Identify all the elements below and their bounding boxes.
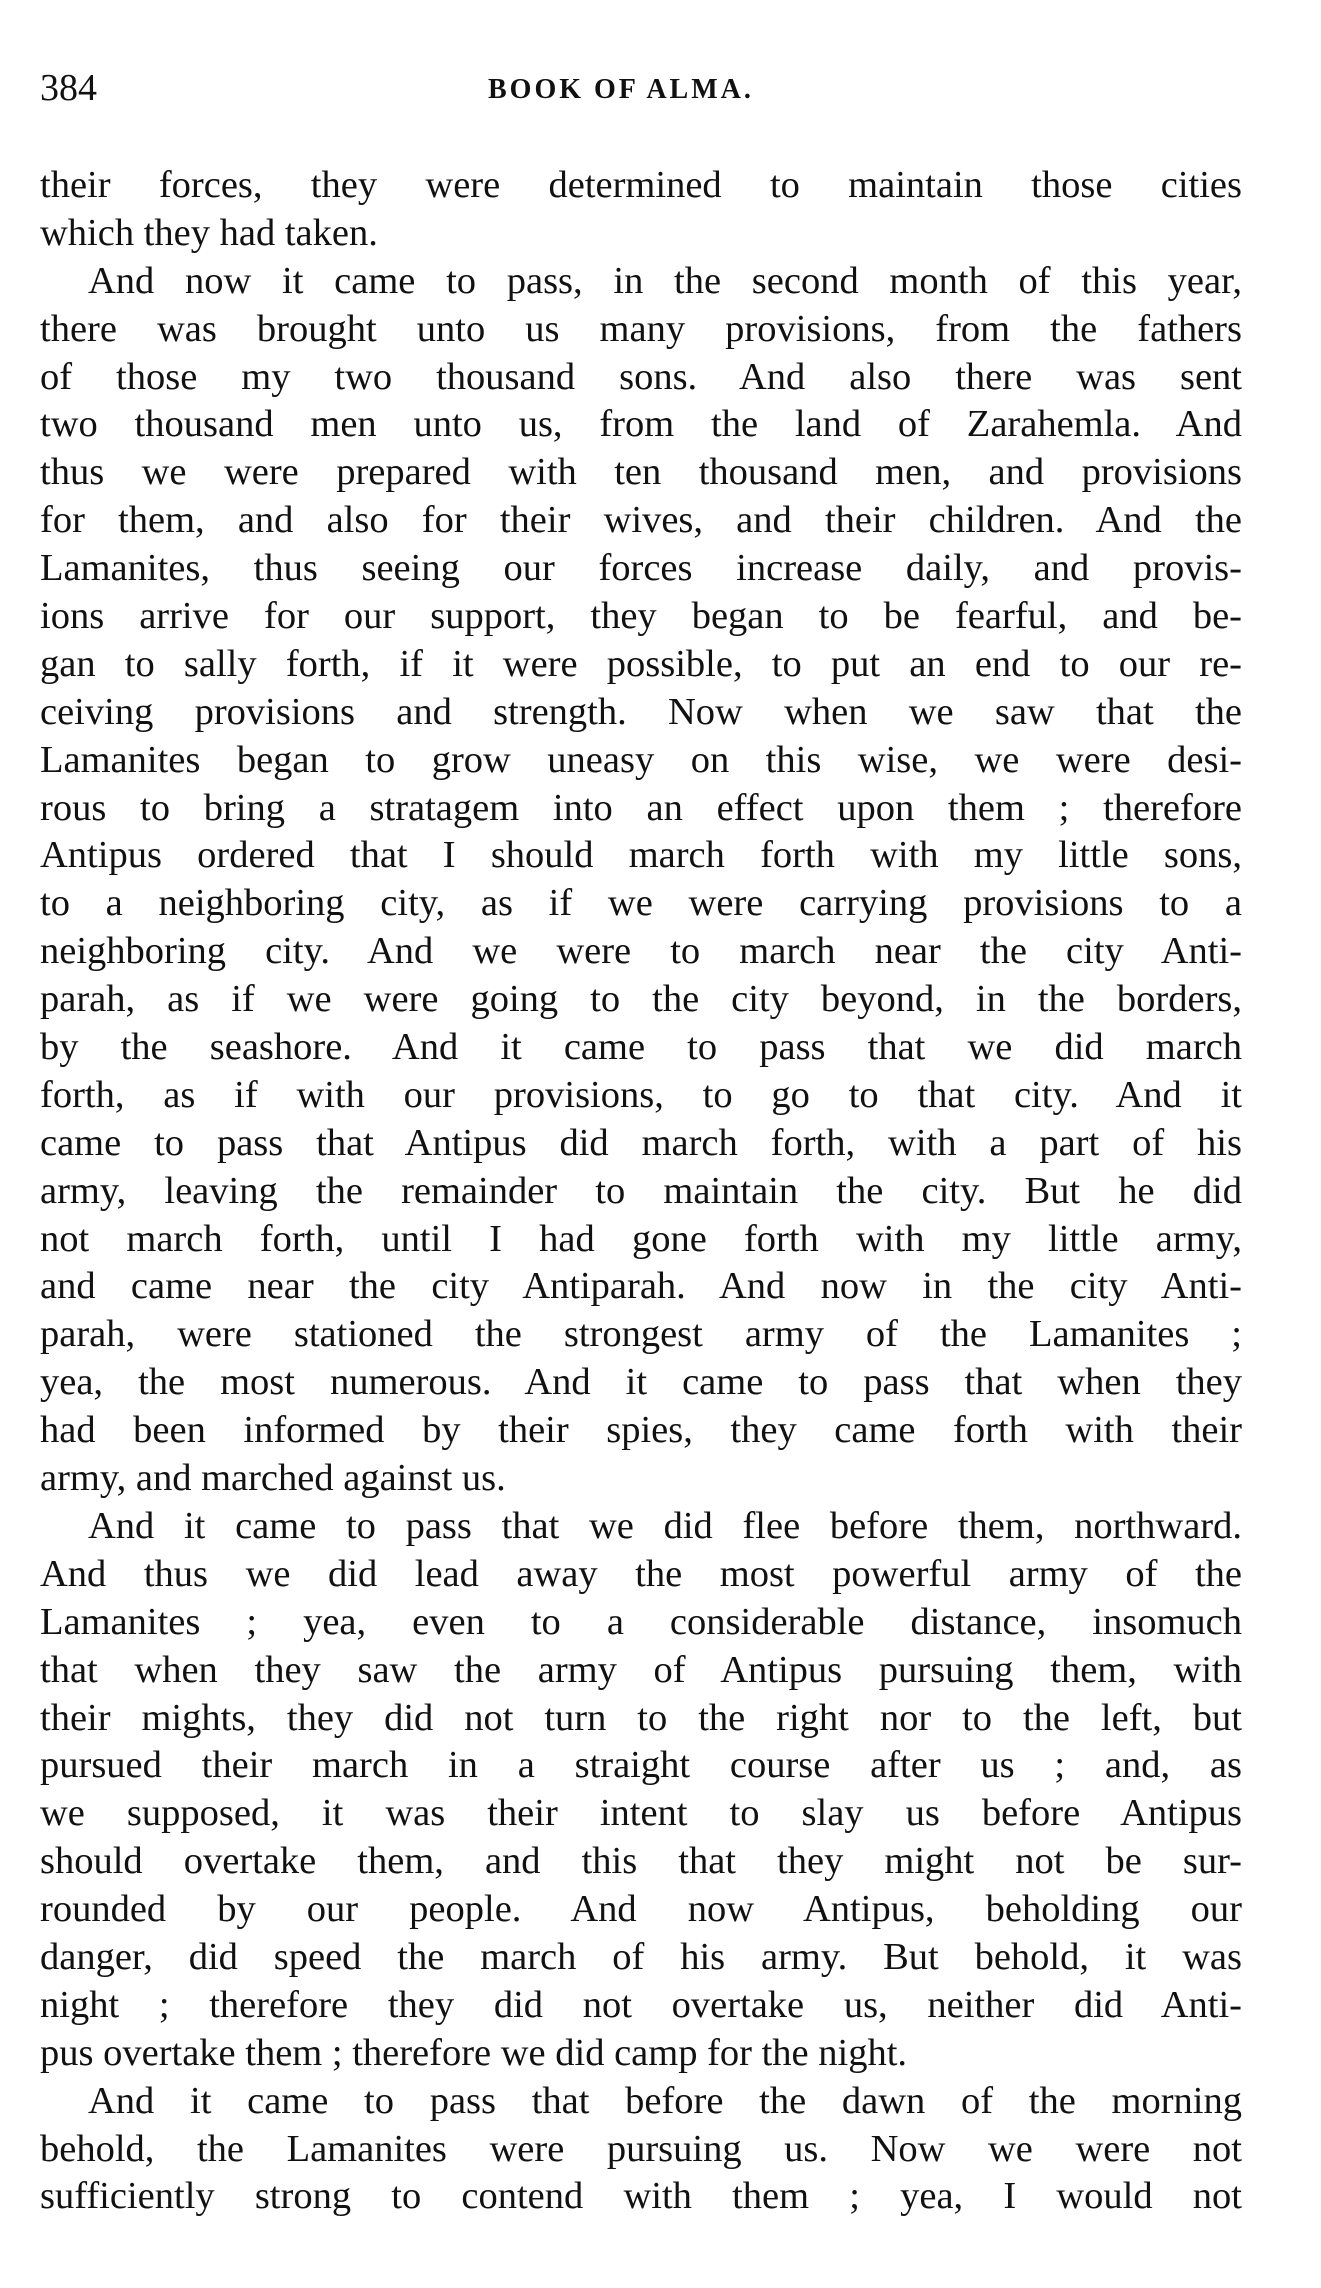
text-line: that when they saw the army of Antipus pursuing them, with xyxy=(40,1648,1242,1691)
text-line: night ; therefore they did not overtake us, neither did Anti- xyxy=(40,1983,1242,2026)
text-line: sufficiently strong to contend with them ; yea, I would not xyxy=(40,2175,1242,2218)
text-line: army, leaving the remainder to maintain the city. But he did xyxy=(40,1169,1242,1212)
paragraph xyxy=(40,258,1242,1503)
text-line: their mights, they did not turn to the right nor to the left, but xyxy=(40,1696,1242,1739)
text-line: army, and marched against us. xyxy=(40,1457,506,1500)
text-line: parah, as if we were going to the city beyond, in the borders, xyxy=(40,978,1242,1021)
text-line: danger, did speed the march of his army. But behold, it was xyxy=(40,1935,1242,1978)
page-number: 384 xyxy=(40,67,97,109)
text-line: And thus we did lead away the most powerful army of the xyxy=(40,1552,1242,1595)
text-line: parah, were stationed the strongest army of the Lamanites ; xyxy=(40,1313,1242,1356)
text-line: not march forth, until I had gone forth with my little army, xyxy=(40,1217,1242,1260)
paragraph xyxy=(40,162,1242,258)
text-line: rous to bring a stratagem into an effect upon them ; therefore xyxy=(40,786,1242,829)
text-line: And it came to pass that we did flee before them, northward. xyxy=(88,1504,1242,1547)
book-title: BOOK OF ALMA. xyxy=(488,74,754,105)
text-line: two thousand men unto us, from the land of Zarahemla. And xyxy=(40,403,1242,446)
text-line: and came near the city Antiparah. And now in the city Anti- xyxy=(40,1265,1242,1308)
text-line: by the seashore. And it came to pass that we did march xyxy=(40,1026,1242,1069)
text-line: pus overtake them ; therefore we did camp for the night. xyxy=(40,2031,908,2074)
text-line: their forces, they were determined to maintain those cities xyxy=(40,164,1242,206)
text-line: pursued their march in a straight course after us ; and, as xyxy=(40,1744,1242,1787)
text-line: which they had taken. xyxy=(40,211,378,254)
text-line: should overtake them, and this that they might not be sur- xyxy=(40,1840,1242,1883)
text-line: Antipus ordered that I should march forth with my little sons, xyxy=(40,834,1242,877)
text-line: And it came to pass that before the dawn of the morning xyxy=(88,2079,1242,2122)
text-line: yea, the most numerous. And it came to pass that when they xyxy=(40,1361,1242,1404)
text-line: rounded by our people. And now Antipus, beholding our xyxy=(40,1888,1242,1931)
text-line: there was brought unto us many provisions, from the fathers xyxy=(40,307,1242,350)
text-line: had been informed by their spies, they came forth with their xyxy=(40,1409,1242,1452)
paragraph xyxy=(40,2078,1242,2222)
text-line: Lamanites ; yea, even to a considerable distance, insomuch xyxy=(40,1600,1242,1643)
text-line: thus we were prepared with ten thousand men, and provisions xyxy=(40,451,1242,494)
text-line: behold, the Lamanites were pursuing us. Now we were not xyxy=(40,2127,1242,2170)
text-line: of those my two thousand sons. And also there was sent xyxy=(40,355,1242,398)
text-line: neighboring city. And we were to march near the city Anti- xyxy=(40,930,1242,973)
text-line: ions arrive for our support, they began to be fearful, and be- xyxy=(40,595,1242,638)
text-line: we supposed, it was their intent to slay us before Antipus xyxy=(40,1792,1242,1835)
body-text xyxy=(40,162,1242,2221)
paragraph xyxy=(40,1503,1242,2078)
text-line: came to pass that Antipus did march forth, with a part of his xyxy=(40,1121,1242,1164)
text-line: Lamanites, thus seeing our forces increase daily, and provis- xyxy=(40,547,1242,590)
text-line: ceiving provisions and strength. Now when we saw that the xyxy=(40,690,1242,733)
text-line: Lamanites began to grow uneasy on this wise, we were desi- xyxy=(40,738,1242,781)
text-line: for them, and also for their wives, and their children. And the xyxy=(40,499,1242,542)
text-line: to a neighboring city, as if we were carrying provisions to a xyxy=(40,882,1242,925)
text-line: forth, as if with our provisions, to go to that city. And it xyxy=(40,1073,1242,1116)
text-line: And now it came to pass, in the second month of this year, xyxy=(88,259,1242,302)
running-head xyxy=(40,66,1240,116)
text-line: gan to sally forth, if it were possible, to put an end to our re- xyxy=(40,642,1242,685)
